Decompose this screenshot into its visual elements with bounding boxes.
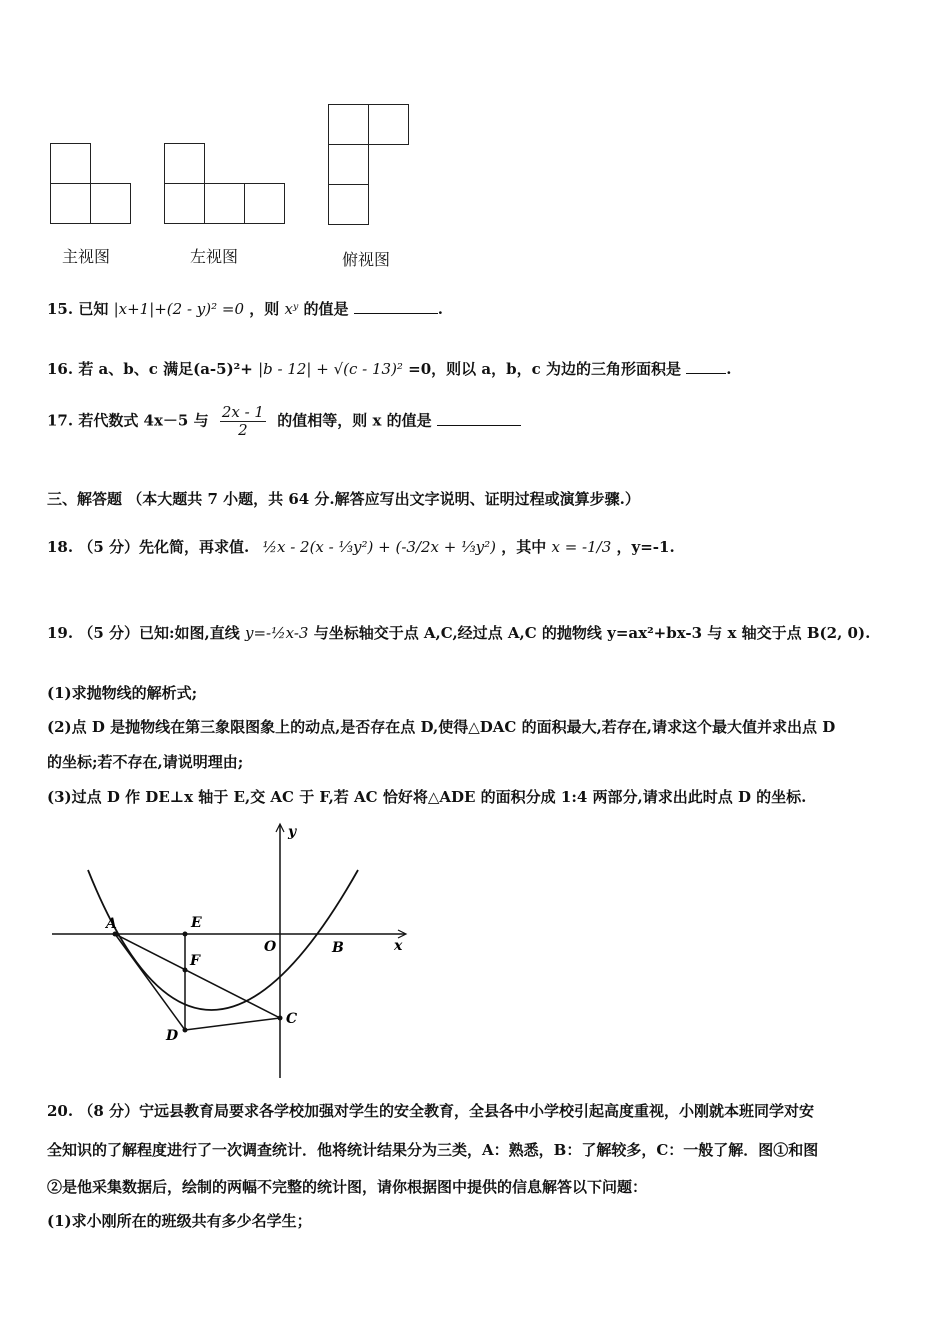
q19-prefix: 19. （5 分）已知:如图,直线 [47, 624, 240, 642]
point-A [113, 932, 118, 937]
q18-suffix: ，y=-1. [616, 538, 675, 556]
q19-sub2-line2: 的坐标;若不存在,请说明理由; [47, 753, 244, 771]
q19-suffix: 与坐标轴交于点 A,C,经过点 A,C 的抛物线 y=ax²+bx-3 与 x 轴交于点 B(2, 0). [313, 624, 871, 642]
segment-DC [185, 1018, 280, 1030]
question-16 [47, 358, 731, 379]
question-19 [47, 622, 870, 643]
label-E: E [191, 915, 202, 931]
left-view-square [204, 183, 245, 224]
q19-sub2-line1: (2)点 D 是抛物线在第三象限图象上的动点,是否存在点 D,使得△DAC 的面积最大,若存在,请求这个最大值并求出点 D [47, 718, 836, 736]
q17-prefix: 17. 若代数式 4x－5 与 [47, 411, 209, 430]
point-E [183, 932, 188, 937]
q16-prefix: 16. 若 a、b、c 满足(a-5)²+ [47, 360, 253, 378]
q15-prefix: 15. 已知 [47, 300, 109, 318]
answer-blank [354, 312, 438, 314]
q16-suffix: =0，则以 a，b，c 为边的三角形面积是 [408, 360, 681, 378]
left-view-square [164, 143, 205, 184]
q18-mid: ，其中 [501, 538, 547, 556]
y-axis-label: y [288, 824, 297, 840]
top-view-label: 俯视图 [342, 250, 391, 269]
top-view-square [328, 184, 369, 225]
section-3-title: 三、解答题 （本大题共 7 小题，共 64 分.解答应写出文字说明、证明过程或演算步骤.） [47, 490, 640, 508]
question-17 [47, 404, 521, 439]
q18-prefix: 18. （5 分）先化简，再求值. [47, 538, 250, 556]
top-view-square [328, 104, 369, 145]
q20-line1: 20. （8 分）宁远县教育局要求各学校加强对学生的安全教育，全县各中小学校引起高度重视，小刚就本班同学对安 [47, 1102, 814, 1120]
q15-mid: ，则 [249, 300, 280, 318]
q15-suffix: 的值是 [303, 300, 349, 318]
point-F [183, 968, 188, 973]
q17-denominator: 2 [238, 421, 248, 439]
left-view-square [244, 183, 285, 224]
segment-AC [115, 934, 280, 1018]
top-view-square [328, 144, 369, 185]
q18-expression: ½x - 2(x - ⅓y²) + (-3/2x + ⅓y²) [262, 538, 496, 556]
point-C [278, 1016, 283, 1021]
front-view-square [50, 183, 91, 224]
q17-fraction [220, 404, 266, 439]
front-view-label: 主视图 [62, 247, 111, 266]
answer-blank [686, 372, 726, 374]
q20-line2: 全知识的了解程度进行了一次调查统计．他将统计结果分为三类，A：熟悉，B：了解较多，C：一般了解．图①和图 [47, 1141, 819, 1159]
x-axis-label: x [394, 938, 403, 954]
left-view-square [164, 183, 205, 224]
label-A: A [106, 916, 117, 932]
label-O: O [264, 939, 277, 955]
question-15: 15. 已知 |x+1|+(2 - y)² =0 ，则 xʸ 的值是 . [47, 300, 444, 318]
q19-sub1: (1)求抛物线的解析式; [47, 684, 198, 702]
q15-expression: |x+1|+(2 - y)² =0 [113, 300, 245, 318]
left-view-label: 左视图 [190, 247, 239, 266]
q17-numerator: 2x - 1 [221, 403, 264, 421]
label-B: B [332, 940, 344, 956]
label-D: D [166, 1028, 179, 1044]
label-C: C [286, 1011, 298, 1027]
front-view-square [90, 183, 131, 224]
q19-sub3: (3)过点 D 作 DE⊥x 轴于 E,交 AC 于 F,若 AC 恰好将△ADE 的面积分成 1:4 两部分,请求出此时点 D 的坐标. [47, 788, 807, 806]
q15-x-power-y: xʸ [284, 300, 299, 318]
parabola-figure [40, 820, 420, 1085]
front-view-square [50, 143, 91, 184]
q17-suffix: 的值相等，则 x 的值是 [277, 411, 432, 430]
q20-line3: ②是他采集数据后，绘制的两幅不完整的统计图，请你根据图中提供的信息解答以下问题： [47, 1178, 648, 1196]
label-F: F [190, 953, 200, 969]
top-view-square [368, 104, 409, 145]
segment-AD [115, 934, 185, 1030]
q16-expression: |b - 12| + √(c - 13)² [258, 360, 403, 378]
answer-blank [437, 424, 521, 426]
q18-x-value: x = -1/3 [551, 538, 612, 556]
q20-sub1: (1)求小刚所在的班级共有多少名学生； [47, 1212, 312, 1230]
q19-line-expression: y=-½x-3 [244, 624, 309, 642]
question-18 [47, 536, 675, 557]
q16-end: . [726, 360, 732, 378]
point-D [183, 1028, 188, 1033]
